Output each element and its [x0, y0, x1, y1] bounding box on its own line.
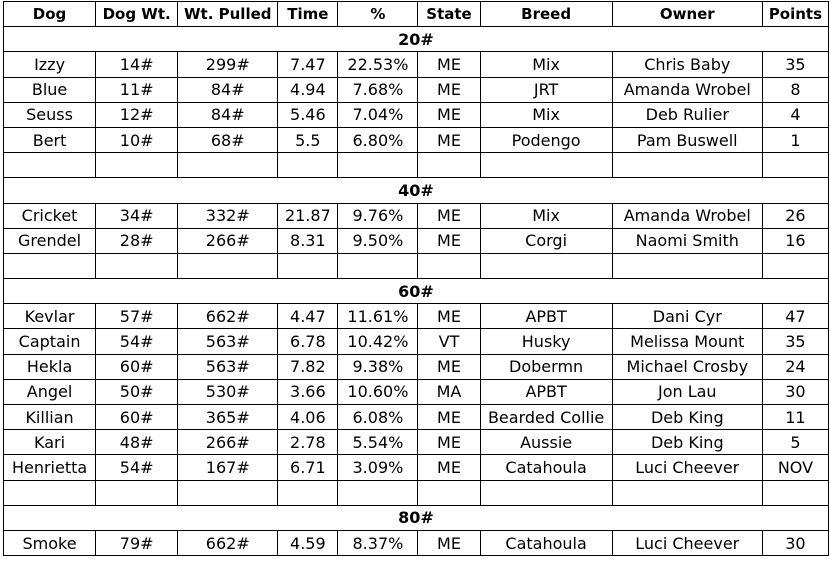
state-cell: ME	[418, 430, 480, 455]
col-header-dog: Dog	[4, 2, 96, 27]
owner-cell: Amanda Wrobel	[612, 77, 762, 102]
group-label: 60#	[4, 279, 829, 304]
owner-cell: Pam Buswell	[612, 127, 762, 152]
dog-weight-cell: 60#	[96, 405, 178, 430]
empty-cell	[762, 153, 828, 178]
dog-cell: Angel	[4, 379, 96, 404]
percent-cell: 5.54%	[338, 430, 418, 455]
breed-cell: Podengo	[480, 127, 612, 152]
dog-cell: Seuss	[4, 102, 96, 127]
empty-cell	[418, 480, 480, 505]
empty-cell	[612, 253, 762, 278]
weight-pulled-cell: 299#	[178, 52, 278, 77]
breed-cell: Catahoula	[480, 455, 612, 480]
dog-weight-cell: 50#	[96, 379, 178, 404]
points-cell: 4	[762, 102, 828, 127]
percent-cell: 10.60%	[338, 379, 418, 404]
state-cell: ME	[418, 77, 480, 102]
time-cell: 21.87	[278, 203, 338, 228]
percent-cell: 3.09%	[338, 455, 418, 480]
time-cell: 8.31	[278, 228, 338, 253]
time-cell: 6.78	[278, 329, 338, 354]
dog-weight-cell: 79#	[96, 530, 178, 555]
empty-cell	[338, 153, 418, 178]
breed-cell: Aussie	[480, 430, 612, 455]
group-header-row	[4, 505, 829, 530]
table-row	[4, 127, 829, 152]
empty-cell	[278, 253, 338, 278]
empty-cell	[178, 153, 278, 178]
owner-cell: Luci Cheever	[612, 455, 762, 480]
breed-cell: Corgi	[480, 228, 612, 253]
table-row	[4, 52, 829, 77]
points-cell: 1	[762, 127, 828, 152]
percent-cell: 9.38%	[338, 354, 418, 379]
dog-weight-cell: 10#	[96, 127, 178, 152]
empty-cell	[278, 153, 338, 178]
weight-pulled-cell: 530#	[178, 379, 278, 404]
weight-pulled-cell: 84#	[178, 77, 278, 102]
weight-pulled-cell: 266#	[178, 430, 278, 455]
state-cell: ME	[418, 52, 480, 77]
dog-weight-cell: 48#	[96, 430, 178, 455]
dog-cell: Kari	[4, 430, 96, 455]
col-header-points: Points	[762, 2, 828, 27]
percent-cell: 6.08%	[338, 405, 418, 430]
dog-weight-cell: 34#	[96, 203, 178, 228]
col-header-percent: %	[338, 2, 418, 27]
table-row	[4, 228, 829, 253]
state-cell: ME	[418, 228, 480, 253]
table-row	[4, 430, 829, 455]
state-cell: VT	[418, 329, 480, 354]
time-cell: 7.47	[278, 52, 338, 77]
empty-cell	[418, 153, 480, 178]
points-cell: 35	[762, 52, 828, 77]
percent-cell: 7.68%	[338, 77, 418, 102]
state-cell: ME	[418, 530, 480, 555]
weight-pulled-cell: 563#	[178, 354, 278, 379]
dog-weight-cell: 14#	[96, 52, 178, 77]
breed-cell: APBT	[480, 304, 612, 329]
weight-pulled-cell: 365#	[178, 405, 278, 430]
dog-weight-cell: 12#	[96, 102, 178, 127]
table-row	[4, 304, 829, 329]
dog-cell: Captain	[4, 329, 96, 354]
time-cell: 4.47	[278, 304, 338, 329]
points-cell: 24	[762, 354, 828, 379]
percent-cell: 11.61%	[338, 304, 418, 329]
state-cell: ME	[418, 354, 480, 379]
col-header-breed: Breed	[480, 2, 612, 27]
breed-cell: Mix	[480, 102, 612, 127]
breed-cell: Dobermn	[480, 354, 612, 379]
time-cell: 4.59	[278, 530, 338, 555]
dog-cell: Kevlar	[4, 304, 96, 329]
points-cell: 8	[762, 77, 828, 102]
state-cell: ME	[418, 455, 480, 480]
col-header-owner: Owner	[612, 2, 762, 27]
owner-cell: Dani Cyr	[612, 304, 762, 329]
dog-weight-cell: 57#	[96, 304, 178, 329]
owner-cell: Luci Cheever	[612, 530, 762, 555]
time-cell: 2.78	[278, 430, 338, 455]
table-row	[4, 530, 829, 555]
owner-cell: Deb King	[612, 430, 762, 455]
empty-cell	[480, 153, 612, 178]
time-cell: 7.82	[278, 354, 338, 379]
spacer-row	[4, 253, 829, 278]
breed-cell: Bearded Collie	[480, 405, 612, 430]
state-cell: ME	[418, 203, 480, 228]
group-label: 80#	[4, 505, 829, 530]
col-header-dog-weight: Dog Wt.	[96, 2, 178, 27]
empty-cell	[178, 480, 278, 505]
dog-cell: Henrietta	[4, 455, 96, 480]
spacer-row	[4, 153, 829, 178]
col-header-time: Time	[278, 2, 338, 27]
empty-cell	[4, 480, 96, 505]
empty-cell	[418, 253, 480, 278]
time-cell: 3.66	[278, 379, 338, 404]
dog-weight-cell: 60#	[96, 354, 178, 379]
spacer-row	[4, 480, 829, 505]
state-cell: ME	[418, 304, 480, 329]
group-header-row	[4, 178, 829, 203]
state-cell: ME	[418, 102, 480, 127]
state-cell: ME	[418, 405, 480, 430]
points-cell: 16	[762, 228, 828, 253]
owner-cell: Chris Baby	[612, 52, 762, 77]
group-label: 40#	[4, 178, 829, 203]
dog-cell: Killian	[4, 405, 96, 430]
points-cell: 30	[762, 530, 828, 555]
points-cell: 5	[762, 430, 828, 455]
breed-cell: APBT	[480, 379, 612, 404]
group-label: 20#	[4, 27, 829, 52]
group-header-row	[4, 27, 829, 52]
table-row	[4, 379, 829, 404]
points-cell: 30	[762, 379, 828, 404]
weight-pulled-cell: 662#	[178, 530, 278, 555]
owner-cell: Deb King	[612, 405, 762, 430]
header-row	[4, 2, 829, 27]
table-row	[4, 102, 829, 127]
percent-cell: 22.53%	[338, 52, 418, 77]
owner-cell: Amanda Wrobel	[612, 203, 762, 228]
time-cell: 5.5	[278, 127, 338, 152]
table-row	[4, 329, 829, 354]
results-table	[3, 1, 829, 556]
time-cell: 6.71	[278, 455, 338, 480]
time-cell: 5.46	[278, 102, 338, 127]
empty-cell	[480, 480, 612, 505]
weight-pulled-cell: 68#	[178, 127, 278, 152]
weight-pulled-cell: 662#	[178, 304, 278, 329]
empty-cell	[762, 480, 828, 505]
percent-cell: 10.42%	[338, 329, 418, 354]
breed-cell: Catahoula	[480, 530, 612, 555]
state-cell: ME	[418, 127, 480, 152]
dog-cell: Grendel	[4, 228, 96, 253]
dog-cell: Izzy	[4, 52, 96, 77]
table-body	[4, 27, 829, 556]
percent-cell: 6.80%	[338, 127, 418, 152]
breed-cell: Mix	[480, 52, 612, 77]
dog-cell: Blue	[4, 77, 96, 102]
breed-cell: JRT	[480, 77, 612, 102]
col-header-weight-pulled: Wt. Pulled	[178, 2, 278, 27]
weight-pulled-cell: 167#	[178, 455, 278, 480]
breed-cell: Mix	[480, 203, 612, 228]
percent-cell: 8.37%	[338, 530, 418, 555]
dog-weight-cell: 54#	[96, 455, 178, 480]
table-row	[4, 203, 829, 228]
table-row	[4, 77, 829, 102]
dog-weight-cell: 28#	[96, 228, 178, 253]
points-cell: 47	[762, 304, 828, 329]
weight-pulled-cell: 266#	[178, 228, 278, 253]
breed-cell: Husky	[480, 329, 612, 354]
empty-cell	[762, 253, 828, 278]
weight-pulled-cell: 332#	[178, 203, 278, 228]
owner-cell: Naomi Smith	[612, 228, 762, 253]
points-cell: 35	[762, 329, 828, 354]
empty-cell	[178, 253, 278, 278]
table-row	[4, 354, 829, 379]
empty-cell	[96, 153, 178, 178]
dog-weight-cell: 54#	[96, 329, 178, 354]
state-cell: MA	[418, 379, 480, 404]
dog-cell: Bert	[4, 127, 96, 152]
points-cell: NOV	[762, 455, 828, 480]
table-row	[4, 405, 829, 430]
owner-cell: Jon Lau	[612, 379, 762, 404]
empty-cell	[96, 253, 178, 278]
empty-cell	[612, 480, 762, 505]
col-header-state: State	[418, 2, 480, 27]
owner-cell: Melissa Mount	[612, 329, 762, 354]
percent-cell: 7.04%	[338, 102, 418, 127]
empty-cell	[338, 480, 418, 505]
dog-weight-cell: 11#	[96, 77, 178, 102]
empty-cell	[612, 153, 762, 178]
percent-cell: 9.50%	[338, 228, 418, 253]
weight-pulled-cell: 84#	[178, 102, 278, 127]
table-row	[4, 455, 829, 480]
empty-cell	[96, 480, 178, 505]
points-cell: 11	[762, 405, 828, 430]
dog-cell: Smoke	[4, 530, 96, 555]
percent-cell: 9.76%	[338, 203, 418, 228]
points-cell: 26	[762, 203, 828, 228]
owner-cell: Deb Rulier	[612, 102, 762, 127]
group-header-row	[4, 279, 829, 304]
empty-cell	[4, 153, 96, 178]
time-cell: 4.94	[278, 77, 338, 102]
empty-cell	[4, 253, 96, 278]
empty-cell	[480, 253, 612, 278]
owner-cell: Michael Crosby	[612, 354, 762, 379]
empty-cell	[278, 480, 338, 505]
weight-pulled-cell: 563#	[178, 329, 278, 354]
dog-cell: Hekla	[4, 354, 96, 379]
dog-cell: Cricket	[4, 203, 96, 228]
empty-cell	[338, 253, 418, 278]
time-cell: 4.06	[278, 405, 338, 430]
